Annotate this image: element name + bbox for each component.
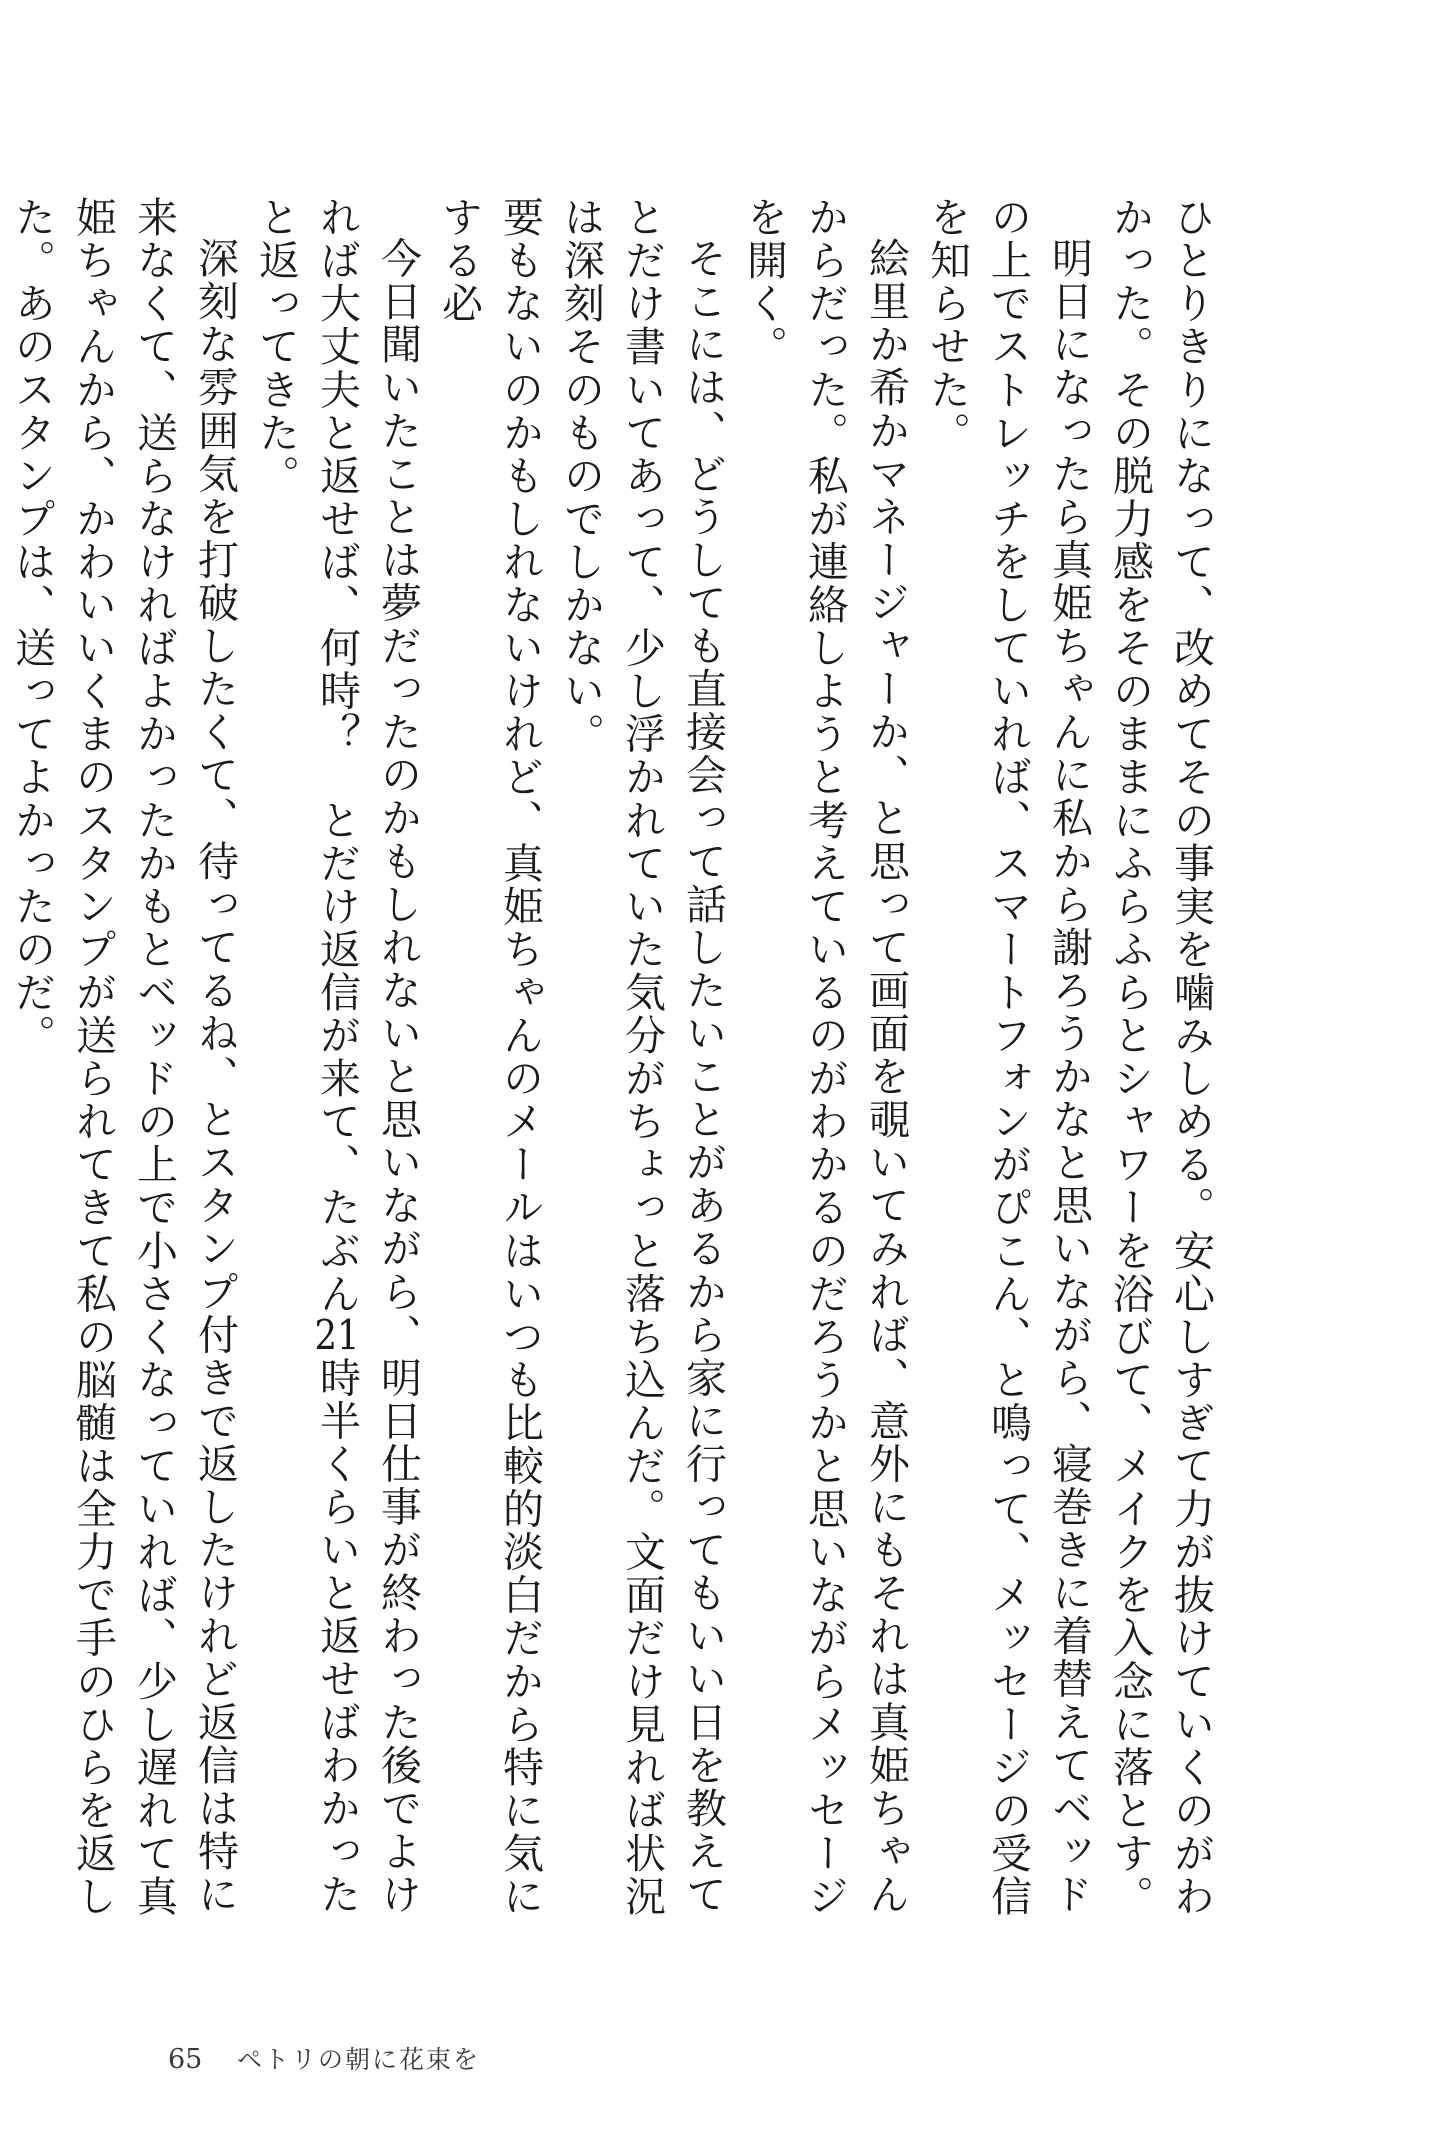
paragraph: そこには、どうしても直接会って話したいことがあるから家に行ってもいい日を教えてとだけ書いてあって、少し浮かれていた気分がちょっと落ち込んだ。文面だけ見れば状況は深刻そのものでしかない。 — [557, 196, 727, 1918]
paragraph: 要もないのかもしれないけれど、真姫ちゃんのメールはいつも比較的淡白だから特に気にする必 — [435, 196, 544, 1918]
paragraph — [0, 196, 1, 1936]
paragraph: 深刻な雰囲気を打破したくて、待ってるね、とスタンプ付きで返したけれど返信は特に来なくて、送らなければよかったかもとベッドの上で小さくなっていれば、少し遅れて真姫ちゃんから、かわいいくまのスタンプが送られてきて私の脳髄は全力で手のひらを返した。あのスタンプは、送ってよかったのだ。 — [8, 196, 239, 1918]
page-number: 65 — [168, 2044, 203, 2075]
paragraph: 明日になったら真姫ちゃんに私から謝ろうかなと思いながら、寝巻きに着替えてベッドの上でストレッチをしていれば、スマートフォンがぴこん、と鳴って、メッセージの受信を知らせた。 — [923, 196, 1093, 1918]
paragraph: ひとりきりになって、改めてその事実を噛みしめる。安心しすぎて力が抜けていくのがわかった。その脱力感をそのままにふらふらとシャワーを浴びて、メイクを入念に落とす。 — [1106, 196, 1215, 1918]
upright-number: 21 — [314, 1315, 360, 1357]
paragraph: 絵里か希かマネージャーか、と思って画面を覗いてみれば、意外にもそれは真姫ちゃんからだった。私が連絡しようと考えているのがわかるのだろうかと思いながらメッセージを開く。 — [740, 196, 910, 1918]
book-title: ペトリの朝に花束を — [236, 2045, 480, 2074]
body-text — [8, 196, 1221, 1936]
page-footer — [168, 2040, 480, 2076]
paragraph: 今日聞いたことは夢だったのかもしれないと思いながら、明日仕事が終わった後でよければ大丈夫と返せば、何時？ とだけ返信が来て、たぶん21時半くらいと返せばわかったと返ってきた。 — [252, 196, 422, 1916]
